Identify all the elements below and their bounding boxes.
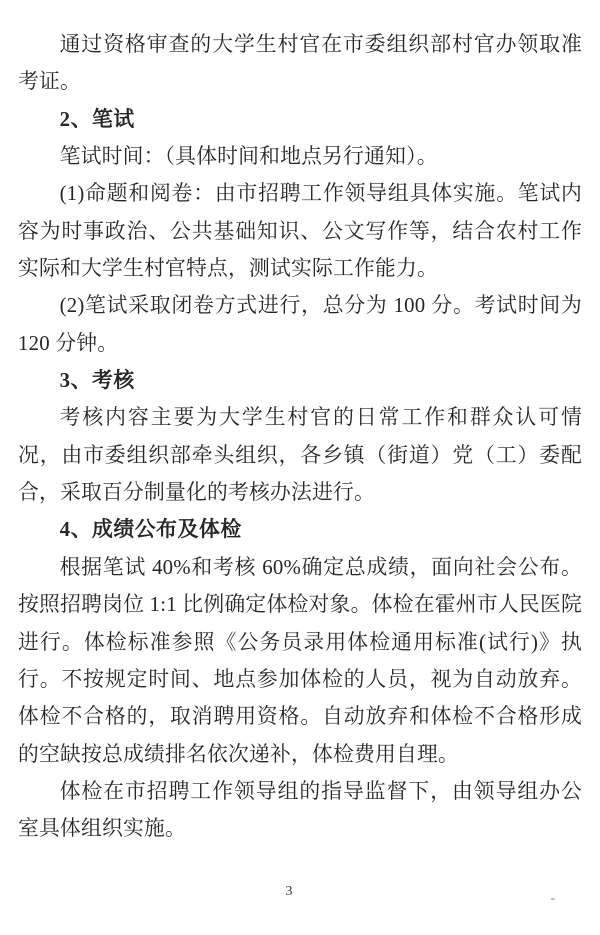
- page-number: 3: [285, 884, 293, 899]
- paragraph: 通过资格审查的大学生村官在市委组织部村官办领取准考证。: [18, 33, 582, 94]
- page-footer: [18, 884, 582, 914]
- section-heading: 3、考核: [59, 369, 135, 393]
- section-heading: 2、笔试: [59, 107, 135, 131]
- paragraph: 体检在市招聘工作领导组的指导监督下，由领导组办公室具体组织实施。: [18, 779, 582, 841]
- paragraph: (1)命题和阅卷：由市招聘工作领导组具体实施。笔试内容为时事政治、公共基础知识、公文写作等，结合农村工作实际和大学生村官特点，测试实际工作能力。: [18, 182, 582, 281]
- paragraph: 根据笔试 40%和考核 60%确定总成绩，面向社会公布。按照招聘岗位 1:1 比例确定体检对象。体检在霍州市人民医院进行。体检标准参照《公务员录用体检通用标准(试行)》执行。不按规定时间、地点参加体检的人员，视为自动放弃。体检不合格的，取消聘用资格。自动放弃和体检不合格形成的空缺按总成绩排名依次递补，体检费用自理。: [18, 555, 582, 766]
- scan-edge-mark: -: [550, 890, 555, 905]
- paragraph: 笔试时间：（具体时间和地点另行通知）。: [59, 145, 438, 169]
- paragraph: (2)笔试采取闭卷方式进行，总分为 100 分。考试时间为 120 分钟。: [18, 294, 582, 355]
- document-body: [18, 26, 582, 848]
- section-heading: 4、成绩公布及体检: [59, 518, 242, 542]
- paragraph: 考核内容主要为大学生村官的日常工作和群众认可情况，由市委组织部牵头组织，各乡镇（街道）党（工）委配合，采取百分制量化的考核办法进行。: [18, 406, 582, 505]
